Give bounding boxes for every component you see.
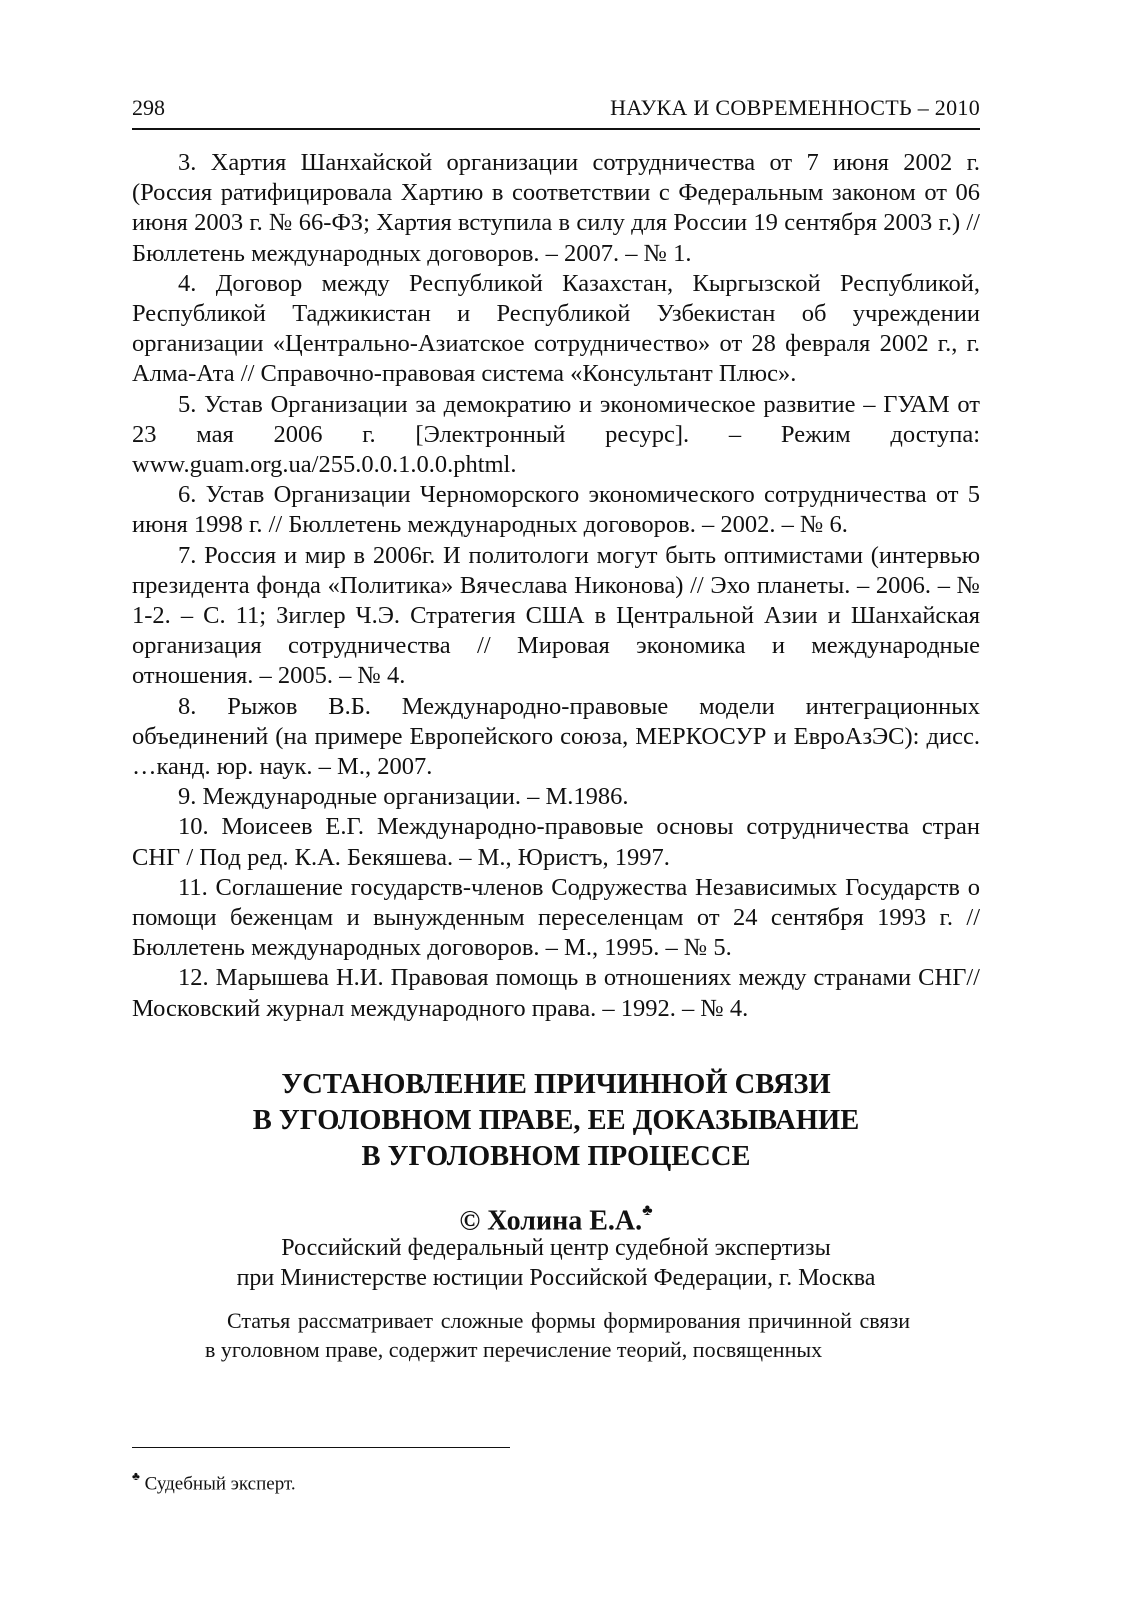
reference-item: 3. Хартия Шанхайской организации сотрудничества от 7 июня 2002 г. (Россия ратифицировала Хартию в соответствии с Федеральным законом от 06 июня 2003 г. № 66-ФЗ; Хартия вступила в силу для России 19 сентября 2003 г.) // Бюллетень международных договоров. – 2007. – № 1. <box>132 149 980 267</box>
affiliation-line: Российский федеральный центр судебной экспертизы <box>281 1235 831 1261</box>
article-title <box>132 1067 980 1175</box>
page-number: 298 <box>132 95 165 120</box>
reference-item: 4. Договор между Республикой Казахстан, Кыргызской Республикой, Республикой Таджикистан и Республикой Узбекистан об учреждении организации «Центрально-Азиатское сотрудничество» от 28 февраля 2002 г., г. Алма-Ата // Справочно-правовая система «Консультант Плюс». <box>132 269 980 388</box>
reference-item: 5. Устав Организации за демократию и экономическое развитие – ГУАМ от 23 мая 2006 г. [Электронный ресурс]. – Режим доступа: www.guam.org.ua/255.0.0.1.0.0.phtml. <box>132 390 980 479</box>
reference-list <box>132 148 980 1024</box>
reference-item: 8. Рыжов В.Б. Международно-правовые модели интеграционных объединений (на примере Европейского союза, МЕРКОСУР и ЕвроАзЭС): дисс. …канд. юр. наук. – М., 2007. <box>132 692 980 781</box>
affiliation-line: при Министерстве юстиции Российской Федерации, г. Москва <box>236 1265 876 1291</box>
footnote <box>132 1466 296 1496</box>
reference-item: 11. Соглашение государств-членов Содружества Независимых Государств о помощи беженцам и вынужденным переселенцам от 24 сентября 1993 г. // Бюллетень международных договоров. – М., 1995. – № 5. <box>132 873 980 962</box>
author-name: © Холина Е.А. <box>459 1205 643 1237</box>
reference-item: 10. Моисеев Е.Г. Международно-правовые основы сотрудничества стран СНГ / Под ред. К.А. Бекяшева. – М., Юристъ, 1997. <box>132 813 980 871</box>
footnote-divider <box>132 1447 510 1448</box>
club-icon: ♣ <box>642 1202 653 1219</box>
article-abstract: Статья рассматривает сложные формы формирования причинной связи в уголовном праве, содержит перечисление теорий, посвященных <box>205 1308 910 1362</box>
running-title: НАУКА И СОВРЕМЕННОСТЬ – 2010 <box>610 95 980 120</box>
article-title-line: УСТАНОВЛЕНИЕ ПРИЧИННОЙ СВЯЗИ <box>281 1069 831 1100</box>
article-title-line: В УГОЛОВНОМ ПРАВЕ, ЕЕ ДОКАЗЫВАНИЕ <box>252 1105 860 1136</box>
author-affiliation <box>132 1233 980 1293</box>
reference-item: 12. Марышева Н.И. Правовая помощь в отношениях между странами СНГ// Московский журнал международного права. – 1992. – № 4. <box>132 964 980 1022</box>
reference-item: 7. Россия и мир в 2006г. И политологи могут быть оптимистами (интервью президента фонда «Политика» Вячеслава Никонова) // Эхо планеты. – 2006. – № 1-2. – С. 11; Зиглер Ч.Э. Стратегия США в Центральной Азии и Шанхайская организация сотрудничества // Мировая экономика и международные отношения. – 2005. – № 4. <box>132 541 980 690</box>
page-header <box>132 92 980 130</box>
reference-item: 6. Устав Организации Черноморского экономического сотрудничества от 5 июня 1998 г. // Бюллетень международных договоров. – 2002. – № 6. <box>132 481 980 539</box>
reference-item: 9. Международные организации. – М.1986. <box>178 783 629 811</box>
article-title-line: В УГОЛОВНОМ ПРОЦЕССЕ <box>361 1141 751 1172</box>
club-icon: ♣ <box>132 1469 140 1483</box>
footnote-text: Судебный эксперт. <box>144 1473 296 1495</box>
